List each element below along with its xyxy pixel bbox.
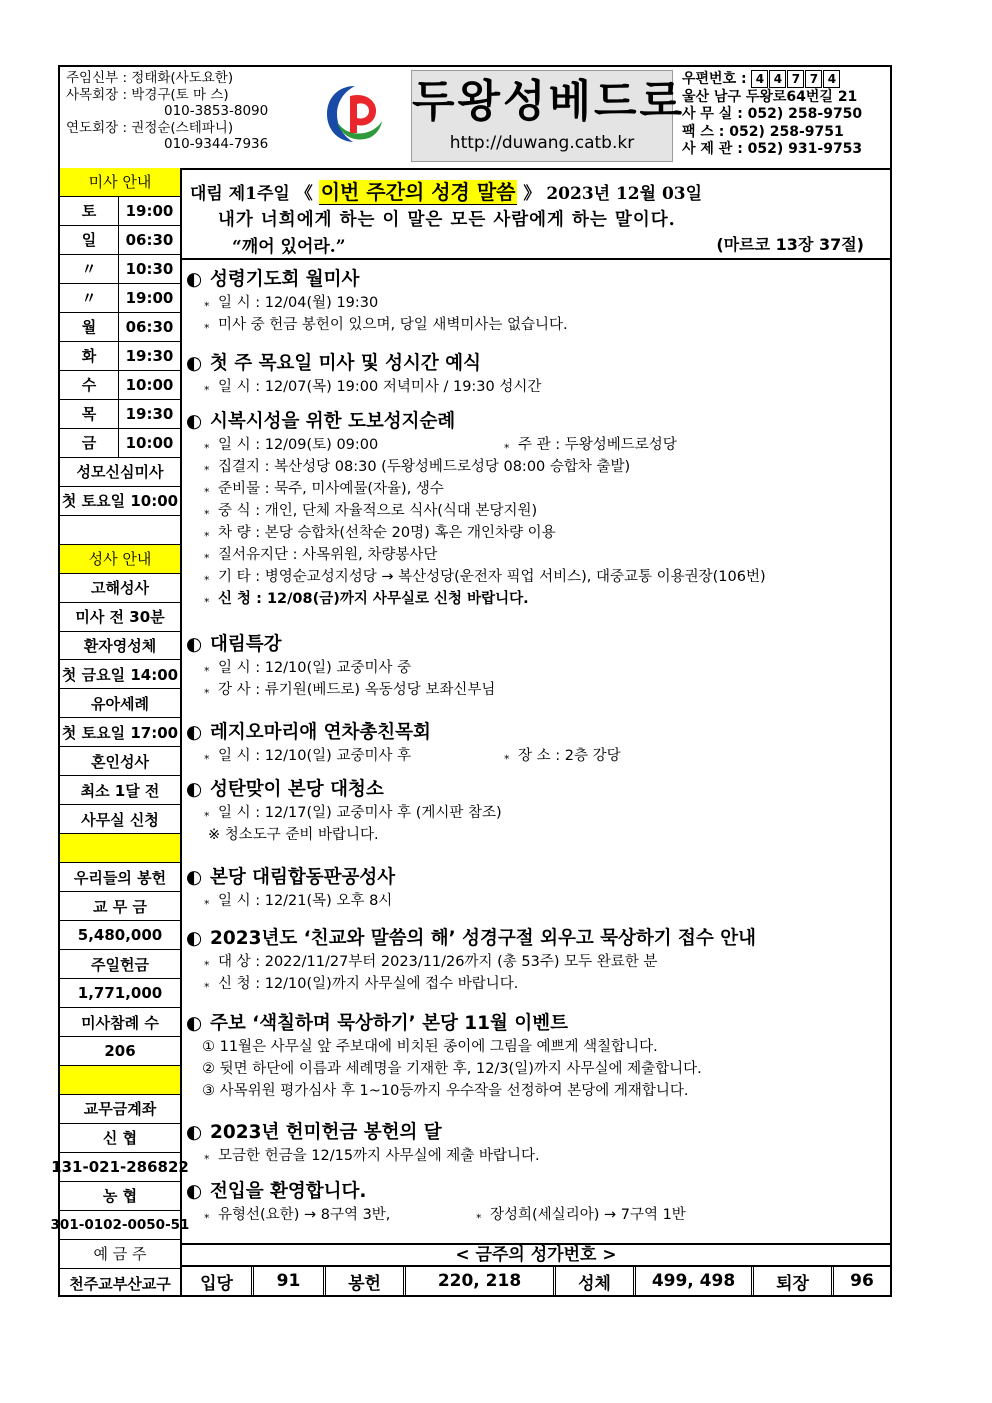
communion-hymn: 499, 498 (636, 1267, 754, 1295)
notice-title (186, 866, 886, 890)
asterisk-icon: ⁎ (204, 977, 210, 990)
notice-title-text: 본당 대림합동판공성사 (210, 867, 396, 888)
mass-header: 미사 안내 (60, 168, 180, 197)
street-address: 울산 남구 두왕로64번길 21 (682, 88, 858, 105)
half-circle-icon: ◐ (186, 779, 203, 800)
bulletin-page (50, 65, 892, 1297)
parish-url[interactable]: http://duwang.catb.kr (449, 133, 635, 153)
notice-section (186, 352, 886, 398)
asterisk-icon: ⁎ (204, 592, 210, 605)
notice-item (186, 1080, 886, 1102)
asterisk-icon: ⁎ (504, 438, 510, 451)
half-circle-icon: ◐ (186, 1181, 203, 1202)
asterisk-icon: ⁎ (204, 482, 210, 495)
entrance-label: 입당 (182, 1267, 254, 1295)
asterisk-icon: ⁎ (204, 460, 210, 473)
mass-schedule-row (60, 400, 180, 429)
notice-item-text: 유형선(요한) → 8구역 3반, (218, 1207, 391, 1223)
mass-day: 토 (60, 197, 119, 225)
notice-title (186, 927, 886, 951)
notice-side-item (504, 745, 621, 767)
notice-title-text: 시복시성을 위한 도보성지순례 (210, 411, 456, 432)
notice-title (186, 352, 886, 376)
mass-time: 10:00 (125, 375, 174, 394)
baptism-label: 유아세례 (60, 689, 180, 718)
notice-section (186, 1012, 886, 1102)
notice-item-text: 준비물 : 묵주, 미사예물(자율), 생수 (218, 481, 444, 497)
notice-section (186, 410, 886, 610)
postal-digit: 4 (823, 70, 840, 88)
mass-day: 금 (60, 429, 119, 457)
depositor-label: 예 금 주 (60, 1240, 180, 1269)
close-bracket: 》 (523, 184, 541, 204)
offertory-label: 봉헌 (326, 1267, 406, 1295)
header (60, 67, 890, 170)
postal-digit: 4 (769, 70, 786, 88)
notice-side-text: 장성희(세실리아) → 7구역 1반 (490, 1207, 686, 1223)
parish-fee-amount: 5,480,000 (60, 921, 180, 950)
notice-item-text: 차 량 : 본당 승합차(선착순 20명) 혹은 개인차량 이용 (218, 525, 556, 541)
sunday-offering-label: 주일헌금 (60, 950, 180, 979)
mass-schedule-row (60, 255, 180, 284)
notice-item-text: ② 뒷면 하단에 이름과 세례명을 기재한 후, 12/3(일)까지 사무실에 제출합니다. (202, 1061, 702, 1077)
notice-item-text: 신 청 : 12/08(금)까지 사무실로 신청 바랍니다. (218, 591, 529, 607)
yellow-spacer (60, 834, 180, 863)
bank2-account: 301-0102-0050-51 (60, 1211, 180, 1240)
notice-item (186, 657, 886, 679)
sick-communion-time: 첫 금요일 14:00 (60, 660, 180, 689)
half-circle-icon: ◐ (186, 634, 203, 655)
half-circle-icon: ◐ (186, 353, 203, 374)
mass-time: 19:30 (125, 346, 174, 365)
mass-schedule-row (60, 226, 180, 255)
notice-item (186, 500, 886, 522)
notice-item (186, 376, 886, 398)
asterisk-icon: ⁎ (504, 749, 510, 762)
notice-side-item (504, 434, 677, 456)
notice-title (186, 1121, 886, 1145)
asterisk-icon: ⁎ (204, 296, 210, 309)
notice-item-text: 질서유지단 : 사목위원, 차량봉사단 (218, 547, 438, 563)
notice-side-text: 주 관 : 두왕성베드로성당 (518, 437, 677, 453)
parish-address (682, 70, 862, 159)
notice-item-text: ③ 사목위원 평가심사 후 1~10등까지 우수작을 선정하여 본당에 게재합니다. (202, 1083, 689, 1099)
offertory-hymn: 220, 218 (406, 1267, 556, 1295)
notice-side-text: 장 소 : 2층 강당 (518, 748, 621, 764)
mass-schedule-row (60, 371, 180, 400)
mass-schedule-row (60, 342, 180, 371)
depositor-name: 천주교부산교구 (69, 1274, 171, 1293)
half-circle-icon: ◐ (186, 269, 203, 290)
mass-schedule-row (60, 429, 180, 458)
notice-title-text: 주보 ‘색칠하며 묵상하기’ 본당 11월 이벤트 (210, 1013, 568, 1034)
notices (186, 262, 890, 1240)
parish-name: 두왕성베드로 (412, 76, 686, 127)
mass-schedule-row (60, 197, 180, 226)
notice-item-text: 일 시 : 12/09(토) 09:00 (218, 437, 379, 453)
open-bracket: 《 (295, 184, 313, 204)
notice-item (186, 1145, 886, 1167)
mass-time: 06:30 (125, 317, 174, 336)
half-circle-icon: ◐ (186, 1013, 203, 1034)
blank-row (60, 516, 180, 545)
verse-quote: “깨어 있어라.” (232, 237, 346, 257)
recession-label: 퇴장 (754, 1267, 834, 1295)
parish-title-box (411, 70, 686, 162)
verse-text: 내가 너희에게 하는 이 말은 모든 사람에게 하는 말이다. (218, 210, 676, 230)
rectory-phone: 사 제 관 : 052) 931-9753 (682, 141, 863, 157)
notice-item (186, 566, 886, 588)
notice-section (186, 1180, 886, 1226)
notice-title (186, 1012, 886, 1036)
notice-item (186, 890, 886, 912)
marriage-label: 혼인성사 (60, 747, 180, 776)
notice-item (186, 478, 886, 500)
asterisk-icon: ⁎ (204, 380, 210, 393)
bank1-label: 신 협 (60, 1124, 180, 1153)
notice-title (186, 721, 886, 745)
half-circle-icon: ◐ (186, 928, 203, 949)
offering-header: 우리들의 봉헌 (60, 863, 180, 892)
parish-logo-icon (324, 83, 386, 145)
verse-reference: (마르코 13장 37절) (716, 235, 864, 254)
notice-item (186, 951, 886, 973)
notice-item-text: 일 시 : 12/21(목) 오후 8시 (218, 893, 393, 909)
notice-section (186, 268, 886, 336)
entrance-hymn: 91 (254, 1267, 326, 1295)
parish-contacts (66, 70, 268, 153)
asterisk-icon: ⁎ (204, 1149, 210, 1162)
asterisk-icon: ⁎ (204, 894, 210, 907)
asterisk-icon: ⁎ (204, 806, 210, 819)
asterisk-icon: ⁎ (204, 438, 210, 451)
mass-schedule (60, 197, 180, 458)
attendance-label: 미사참례 수 (60, 1008, 180, 1037)
half-circle-icon: ◐ (186, 1122, 203, 1143)
notice-title-text: 2023년 헌미헌금 봉헌의 달 (210, 1122, 442, 1143)
notice-item (186, 973, 886, 995)
mass-time: 06:30 (125, 230, 174, 249)
sacrament-header: 성사 안내 (60, 545, 180, 574)
notice-item (186, 1204, 886, 1226)
notice-title (186, 778, 886, 802)
notice-section (186, 633, 886, 701)
notice-title (186, 268, 886, 292)
notice-item-text: ① 11월은 사무실 앞 주보대에 비치된 종이에 그림을 예쁘게 색칠합니다. (202, 1039, 658, 1055)
mass-day: 목 (60, 400, 119, 428)
council-president-phone: 010-3853-8090 (164, 103, 269, 119)
notice-title-text: 성탄맞이 본당 대청소 (210, 779, 384, 800)
notice-title-text: 대림특강 (210, 634, 282, 655)
notice-item (186, 802, 886, 824)
notice-title-text: 2023년도 ‘친교와 말씀의 해’ 성경구절 외우고 묵상하기 접수 안내 (210, 928, 756, 949)
postal-digit: 7 (805, 70, 822, 88)
notice-section (186, 778, 886, 846)
notice-item (186, 456, 886, 478)
notice-item (186, 588, 886, 610)
mass-day: 월 (60, 313, 119, 341)
notice-item (186, 1058, 886, 1080)
notice-item (186, 434, 886, 456)
half-circle-icon: ◐ (186, 411, 203, 432)
notice-item (186, 314, 886, 336)
notice-item-text: 모금한 헌금을 12/15까지 사무실에 제출 바랍니다. (218, 1148, 540, 1164)
prayer-president-phone: 010-9344-7936 (164, 136, 269, 152)
account-header: 교무금계좌 (60, 1095, 180, 1124)
bank2-label: 농 협 (60, 1182, 180, 1211)
hymn-numbers (182, 1267, 890, 1295)
asterisk-icon: ⁎ (204, 504, 210, 517)
notice-title-text: 전입을 환영합니다. (210, 1181, 367, 1202)
asterisk-icon: ⁎ (204, 683, 210, 696)
recession-hymn: 96 (850, 1271, 874, 1291)
postal-digit: 4 (751, 70, 768, 88)
notice-item-text: 집결지 : 복산성당 08:30 (두왕성베드로성당 08:00 승합차 출발) (218, 459, 631, 475)
asterisk-icon: ⁎ (204, 955, 210, 968)
heart-mass-time: 첫 토요일 10:00 (60, 487, 180, 516)
marriage-apply: 사무실 신청 (60, 805, 180, 834)
mass-day: 일 (60, 226, 119, 254)
baptism-time: 첫 토요일 17:00 (60, 718, 180, 747)
notice-note: ※ 청소도구 준비 바랍니다. (208, 827, 379, 843)
postal-code (682, 70, 862, 89)
parish-fee-label: 교 무 금 (60, 892, 180, 921)
notice-item-text: 중 식 : 개인, 단체 자율적으로 식사(식대 본당지원) (218, 503, 538, 519)
mass-schedule-row (60, 313, 180, 342)
asterisk-icon: ⁎ (204, 548, 210, 561)
office-phone: 사 무 실 : 052) 258-9750 (682, 106, 863, 122)
half-circle-icon: ◐ (186, 722, 203, 743)
notice-section (186, 927, 886, 995)
notice-item (186, 745, 886, 767)
notice-item-text: 일 시 : 12/07(목) 19:00 저녁미사 / 19:30 성시간 (218, 379, 542, 395)
asterisk-icon: ⁎ (204, 318, 210, 331)
mass-time: 19:30 (125, 404, 174, 423)
notice-item-text: 강 사 : 류기원(베드로) 옥동성당 보좌신부님 (218, 682, 496, 698)
confession-time: 미사 전 30분 (60, 603, 180, 632)
asterisk-icon: ⁎ (204, 570, 210, 583)
notice-item (186, 544, 886, 566)
notice-section (186, 866, 886, 912)
liturgical-week: 대림 제1주일 (190, 184, 290, 204)
notice-title (186, 633, 886, 657)
council-president-line: 사목회장 : 박경구(토 마 스) (66, 86, 229, 103)
confession-label: 고해성사 (60, 574, 180, 603)
bank1-account: 131-021-286822 (60, 1153, 180, 1182)
bulletin-date: 2023년 12월 03일 (546, 184, 703, 204)
prayer-president-line: 연도회장 : 권정순(스테파니) (66, 119, 234, 136)
sunday-offering-amount: 1,771,000 (60, 979, 180, 1008)
marriage-time: 최소 1달 전 (60, 776, 180, 805)
info-sidebar (50, 168, 190, 1295)
notice-item-text: 일 시 : 12/17(일) 교중미사 후 (게시판 참조) (218, 805, 502, 821)
notice-item-text: 신 청 : 12/10(일)까지 사무실에 접수 바랍니다. (218, 976, 519, 992)
mass-time: 19:00 (125, 201, 174, 220)
postal-digit: 7 (787, 70, 804, 88)
notice-side-item (476, 1204, 686, 1226)
notice-title (186, 410, 886, 434)
mass-day: 수 (60, 371, 119, 399)
mass-schedule-row (60, 284, 180, 313)
notice-item-text: 일 시 : 12/10(일) 교중미사 중 (218, 660, 412, 676)
pastor-line: 주임신부 : 정태화(사도요한) (66, 70, 234, 86)
mass-time: 10:00 (125, 433, 174, 452)
asterisk-icon: ⁎ (476, 1208, 482, 1221)
asterisk-icon: ⁎ (204, 749, 210, 762)
hymn-header: < 금주의 성가번호 > (182, 1243, 890, 1267)
mass-day: 〃 (60, 284, 119, 312)
notice-section (186, 721, 886, 767)
asterisk-icon: ⁎ (204, 661, 210, 674)
notice-item (186, 522, 886, 544)
fax-number: 팩 스 : 052) 258-9751 (682, 123, 844, 140)
notice-section (186, 1121, 886, 1167)
verse-heading (190, 176, 890, 205)
notice-title-text: 성령기도회 월미사 (210, 269, 360, 290)
mass-day: 〃 (60, 255, 119, 283)
notice-item (186, 292, 886, 314)
postal-label: 우편번호 : (682, 71, 747, 87)
verse-highlight: 이번 주간의 성경 말씀 (320, 180, 516, 204)
notice-title-text: 첫 주 목요일 미사 및 성시간 예식 (210, 353, 481, 374)
mass-day: 화 (60, 342, 119, 370)
asterisk-icon: ⁎ (204, 526, 210, 539)
notice-item-text: 기 타 : 병영순교성지성당 → 복산성당(운전자 픽업 서비스), 대중교통 이용권장(106번) (218, 569, 766, 585)
mass-time: 10:30 (125, 259, 174, 278)
notice-item-text: 일 시 : 12/04(월) 19:30 (218, 295, 379, 311)
half-circle-icon: ◐ (186, 867, 203, 888)
notice-item-text: 대 상 : 2022/11/27부터 2023/11/26까지 (총 53주) 모두 완료한 분 (218, 954, 658, 970)
notice-item-text: 미사 중 헌금 봉헌이 있으며, 당일 새벽미사는 없습니다. (218, 317, 568, 333)
notice-item (186, 679, 886, 701)
mass-time: 19:00 (125, 288, 174, 307)
heart-mass-label: 성모신심미사 (60, 458, 180, 487)
yellow-spacer (60, 1066, 180, 1095)
sick-communion-label: 환자영성체 (60, 632, 180, 661)
communion-label: 성체 (556, 1267, 636, 1295)
asterisk-icon: ⁎ (204, 1208, 210, 1221)
notice-item-text: 일 시 : 12/10(일) 교중미사 후 (218, 748, 412, 764)
notice-item (186, 1036, 886, 1058)
attendance-count: 206 (60, 1037, 180, 1066)
notice-title (186, 1180, 886, 1204)
notice-title-text: 레지오마리애 연차총친목회 (210, 722, 431, 743)
weekly-verse (182, 168, 890, 260)
